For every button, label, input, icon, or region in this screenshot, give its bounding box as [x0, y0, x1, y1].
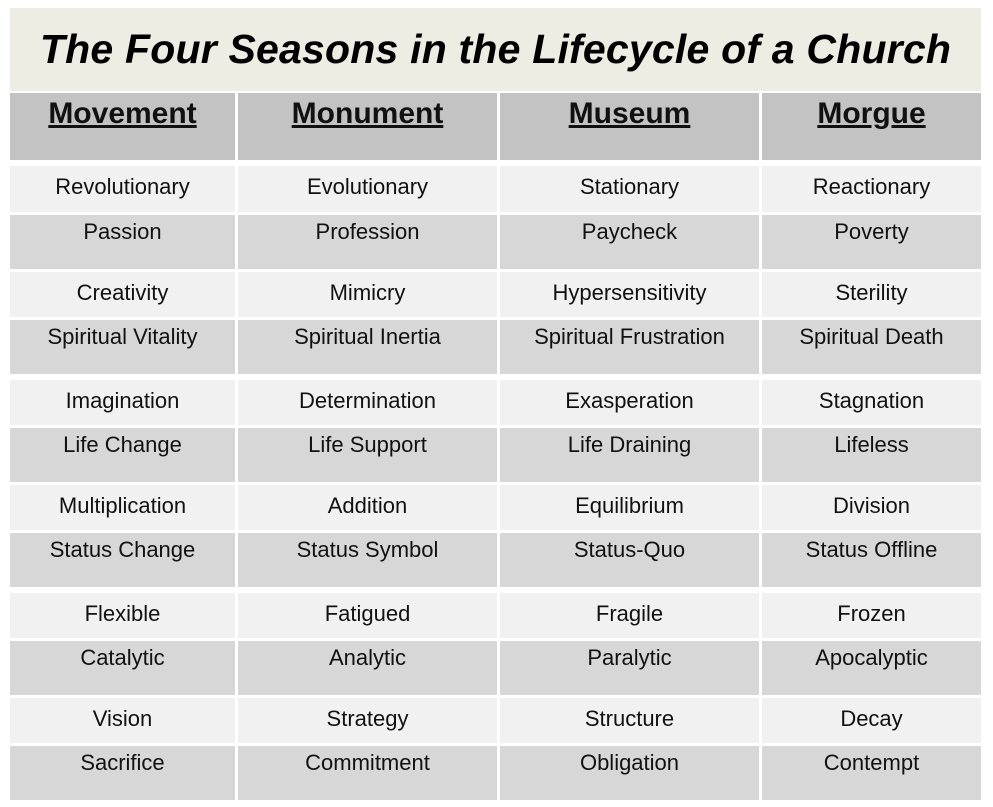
table-cell: Spiritual Frustration: [500, 320, 762, 380]
table-cell: Evolutionary: [238, 163, 500, 215]
table-cell: Division: [762, 485, 981, 533]
table-row: [10, 593, 981, 641]
table-cell: Poverty: [762, 215, 981, 272]
table-header-row: [10, 93, 981, 163]
table-cell: Status Change: [10, 533, 238, 593]
table-cell: Stagnation: [762, 380, 981, 428]
table-cell: Decay: [762, 698, 981, 746]
table-cell: Imagination: [10, 380, 238, 428]
table-cell: Fatigued: [238, 593, 500, 641]
table-cell: Apocalyptic: [762, 641, 981, 698]
table-row: [10, 380, 981, 428]
table-row: [10, 428, 981, 485]
table-cell: Strategy: [238, 698, 500, 746]
title-bar: [10, 8, 981, 91]
table-cell: Equilibrium: [500, 485, 762, 533]
table-cell: Vision: [10, 698, 238, 746]
column-header: Morgue: [762, 93, 981, 163]
table-cell: Mimicry: [238, 272, 500, 320]
table-cell: Life Support: [238, 428, 500, 485]
table-cell: Reactionary: [762, 163, 981, 215]
table-row: [10, 533, 981, 593]
table-cell: Status Offline: [762, 533, 981, 593]
page-title: The Four Seasons in the Lifecycle of a Church: [39, 26, 952, 72]
table-cell: Obligation: [500, 746, 762, 803]
table-row: [10, 641, 981, 698]
slide-frame: [10, 8, 981, 802]
lifecycle-table: [10, 93, 981, 803]
table-cell: Creativity: [10, 272, 238, 320]
table-cell: Flexible: [10, 593, 238, 641]
table-cell: Determination: [238, 380, 500, 428]
table-cell: Hypersensitivity: [500, 272, 762, 320]
table-cell: Sterility: [762, 272, 981, 320]
table-cell: Profession: [238, 215, 500, 272]
table-cell: Revolutionary: [10, 163, 238, 215]
table-row: [10, 272, 981, 320]
table-cell: Status-Quo: [500, 533, 762, 593]
table-cell: Commitment: [238, 746, 500, 803]
table-cell: Multiplication: [10, 485, 238, 533]
table-cell: Paralytic: [500, 641, 762, 698]
table-cell: Addition: [238, 485, 500, 533]
table-cell: Spiritual Inertia: [238, 320, 500, 380]
column-header: Museum: [500, 93, 762, 163]
table-cell: Status Symbol: [238, 533, 500, 593]
table-cell: Contempt: [762, 746, 981, 803]
table-row: [10, 320, 981, 380]
table-cell: Life Change: [10, 428, 238, 485]
table-row: [10, 698, 981, 746]
table-cell: Stationary: [500, 163, 762, 215]
table-row: [10, 485, 981, 533]
table-cell: Fragile: [500, 593, 762, 641]
table-cell: Life Draining: [500, 428, 762, 485]
table-cell: Structure: [500, 698, 762, 746]
table-cell: Analytic: [238, 641, 500, 698]
table-cell: Spiritual Vitality: [10, 320, 238, 380]
table-cell: Paycheck: [500, 215, 762, 272]
table-cell: Sacrifice: [10, 746, 238, 803]
column-header: Monument: [238, 93, 500, 163]
table-row: [10, 163, 981, 215]
column-header: Movement: [10, 93, 238, 163]
table-cell: Spiritual Death: [762, 320, 981, 380]
table-row: [10, 215, 981, 272]
table-cell: Catalytic: [10, 641, 238, 698]
table-cell: Lifeless: [762, 428, 981, 485]
table-cell: Frozen: [762, 593, 981, 641]
table-cell: Exasperation: [500, 380, 762, 428]
table-row: [10, 746, 981, 803]
table-cell: Passion: [10, 215, 238, 272]
